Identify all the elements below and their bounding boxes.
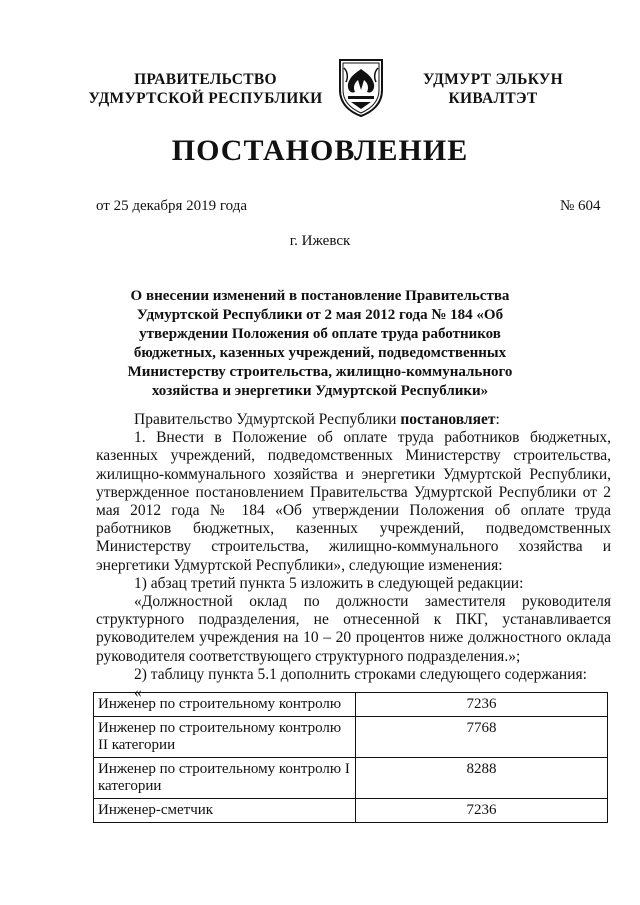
header-right-org [418,70,568,108]
header-right-line1: УДМУРТ ЭЛЬКУН [423,71,563,88]
document-subject: О внесении изменений в постановление Правительства Удмуртской Республики от 2 мая 2012 года № 184 «Об утверждении Положения об оплате труда работников бюджетных, казенных учреждений, подведомственных Министерству строительства, жилищно-коммунального хозяйства и энергетики Удмуртской Республики» [127,288,513,399]
table-cell-salary: 7768 [356,717,608,758]
table-cell-position: Инженер-сметчик [94,799,356,823]
intro-tail: : [495,411,500,428]
document-body [96,411,611,702]
table-cell-salary: 7236 [356,799,608,823]
header-right-line2: КИВАЛТЭТ [448,90,538,107]
table-row [94,717,608,758]
rates-table [93,692,608,823]
table-row [94,799,608,823]
header-left-org [88,70,323,108]
document-number: № 604 [560,198,601,214]
document-title: ПОСТАНОВЛЕНИЕ [171,134,469,167]
coat-of-arms-emblem-icon [334,56,388,118]
header-left-line1: ПРАВИТЕЛЬСТВО [134,71,277,88]
table-cell-salary: 8288 [356,758,608,799]
table-cell-position: Инженер по строительному контролю II категории [94,717,356,758]
subitem-2-paragraph: 2) таблицу пункта 5.1 дополнить строками следующего содержания: [134,665,587,683]
table-cell-position: Инженер по строительному контролю [94,693,356,717]
quote-paragraph: «Должностной оклад по должности заместителя руководителя структурного подразделения, не отнесенной к ПКГ, устанавливается руководителем учреждения на 10 – 20 процентов ниже должностного оклада руководителя соответствующего структурного подразделения.»; [96,593,611,665]
intro-paragraph [96,411,611,429]
open-quote-mark: « [134,684,142,702]
document-city: г. Ижевск [289,233,351,249]
table-cell-position: Инженер по строительному контролю I категории [94,758,356,799]
table-row [94,758,608,799]
document-date: от 25 декабря 2019 года [96,198,248,214]
table-row [94,693,608,717]
header-left-line2: УДМУРТСКОЙ РЕСПУБЛИКИ [88,90,323,107]
item-1-paragraph: 1. Внести в Положение об оплате труда работников бюджетных, казенных учреждений, подведомственных Министерству строительства, жилищно-коммунального хозяйства и энергетики Удмуртской Республики, утвержденное постановлением Правительства Удмуртской Республики от 2 мая 2012 года № 184 «Об утверждении Положения об оплате труда работников бюджетных, казенных учреждений, подведомственных Министерству строительства, жилищно-коммунального хозяйства и энергетики Удмуртской Республики», следующие изменения: [96,429,611,574]
intro-lead: Правительство Удмуртской Республики [134,411,401,428]
table-cell-salary: 7236 [356,693,608,717]
subitem-1-paragraph: 1) абзац третий пункта 5 изложить в следующей редакции: [134,574,524,592]
intro-bold: постановляет [400,411,496,428]
